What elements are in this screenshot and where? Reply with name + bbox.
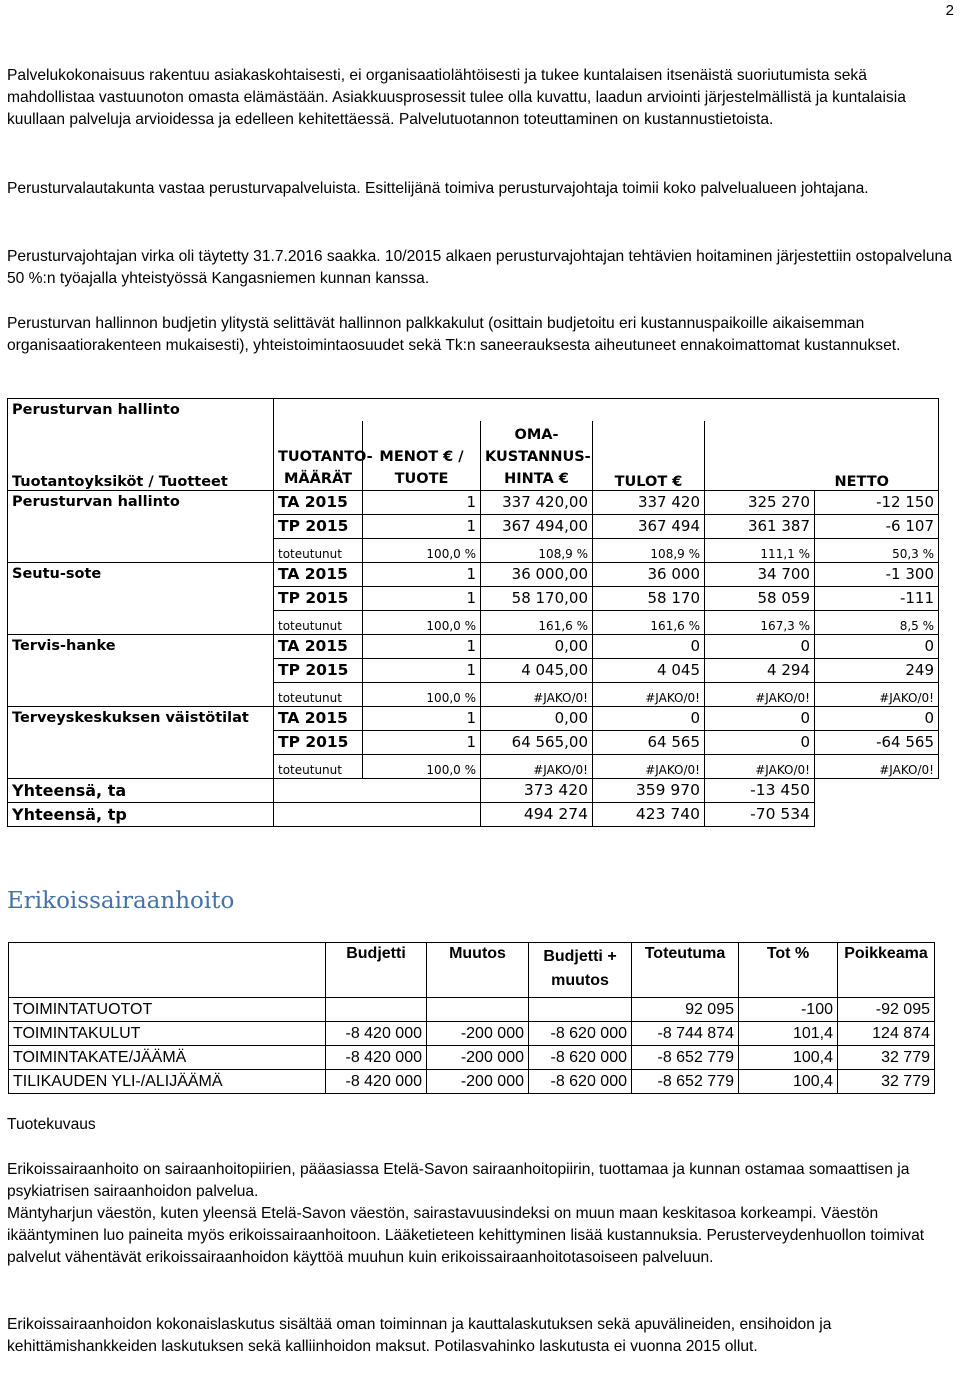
cell-budjetti-muutos: -8 620 000 — [529, 1046, 632, 1070]
row-label: TOIMINTAKULUT — [9, 1022, 326, 1046]
cell-tulot: 0 — [705, 634, 815, 658]
group-name-spacer — [8, 610, 274, 634]
cell-menot: 108,9 % — [481, 538, 593, 562]
row-label: TOIMINTATUOTOT — [9, 998, 326, 1022]
column-header-units: Tuotantoyksiköt / Tuotteet — [8, 421, 274, 490]
cell-maara: 1 — [363, 730, 481, 754]
cell-oma: #JAKO/0! — [593, 682, 705, 706]
cell-maara: 100,0 % — [363, 682, 481, 706]
cell-maara: 1 — [363, 706, 481, 730]
cell-menot: 64 565,00 — [481, 730, 593, 754]
cell-oma: 36 000 — [593, 562, 705, 586]
cell-menot: 337 420,00 — [481, 490, 593, 514]
cell-tulot: 423 740 — [593, 802, 705, 826]
cell-oma: 4 045 — [593, 658, 705, 682]
header-toteutuma: Toteutuma — [632, 943, 739, 998]
cell-budjetti: -8 420 000 — [326, 1022, 427, 1046]
cell-budjetti — [326, 998, 427, 1022]
table-row — [8, 490, 939, 514]
row-label: TP 2015 — [274, 658, 363, 682]
group-name: Terveyskeskuksen väistötilat — [8, 706, 274, 730]
total-label: Yhteensä, tp — [8, 802, 274, 826]
cell-poikkeama: 32 779 — [838, 1046, 935, 1070]
paragraph-virka: Perusturvajohtajan virka oli täytetty 31.7.2016 saakka. 10/2015 alkaen perusturvajohtajan tehtävien hoitaminen järjestettiin ostopalveluna 50 %:n työajalla yhteistyössä Kangasniemen kunnan kanssa. — [7, 248, 952, 288]
group-name-spacer — [8, 586, 274, 610]
table-title: Perusturvan hallinto — [8, 399, 274, 422]
cell-maara: 1 — [363, 514, 481, 538]
table-row — [9, 998, 935, 1022]
cell-tulot: #JAKO/0! — [705, 682, 815, 706]
cell-maara: 100,0 % — [363, 754, 481, 778]
cell-tulot: 361 387 — [705, 514, 815, 538]
table-row — [8, 538, 939, 562]
cell-tulot: 325 270 — [705, 490, 815, 514]
group-name-spacer — [8, 730, 274, 754]
cell-tulot: #JAKO/0! — [705, 754, 815, 778]
header-netto: NETTO — [815, 421, 939, 490]
cell-poikkeama: -92 095 — [838, 998, 935, 1022]
cell-netto: -12 150 — [815, 490, 939, 514]
group-name: Perusturvan hallinto — [8, 490, 274, 514]
cell-budjetti: -8 420 000 — [326, 1070, 427, 1094]
cell-oma: 108,9 % — [593, 538, 705, 562]
cell-maara: 1 — [363, 634, 481, 658]
perusturvan-hallinto-table — [7, 398, 939, 827]
group-name-spacer — [8, 754, 274, 778]
header-maarat: TUOTANTO- MÄÄRÄT — [274, 421, 363, 490]
total-row — [8, 778, 939, 802]
cell-oma: #JAKO/0! — [593, 754, 705, 778]
row-label: toteutunut — [274, 682, 363, 706]
empty-cell — [363, 778, 481, 802]
cell-oma: 367 494 — [593, 514, 705, 538]
empty-cell — [274, 778, 363, 802]
cell-toteutuma: -8 652 779 — [632, 1046, 739, 1070]
header-poikkeama: Poikkeama — [838, 943, 935, 998]
header-tot-pct: Tot % — [739, 943, 838, 998]
table-row — [8, 754, 939, 778]
row-label: TILIKAUDEN YLI-/ALIJÄÄMÄ — [9, 1070, 326, 1094]
table-row — [8, 730, 939, 754]
cell-menot: 0,00 — [481, 706, 593, 730]
cell-netto: 0 — [815, 634, 939, 658]
cell-budjetti-muutos: -8 620 000 — [529, 1070, 632, 1094]
cell-tot-pct: -100 — [739, 998, 838, 1022]
cell-menot: #JAKO/0! — [481, 754, 593, 778]
table-row — [8, 634, 939, 658]
cell-netto: 249 — [815, 658, 939, 682]
cell-tulot: 34 700 — [705, 562, 815, 586]
cell-netto: 50,3 % — [815, 538, 939, 562]
paragraph-esh-billing: Erikoissairaanhoidon kokonaislaskutus sisältää oman toiminnan ja kauttalaskutuksen sekä apuvälineiden, ensihoidon ja kehittämishankkeiden laskutuksen sekä kalliinhoidon maksut. Potilasvahinko laskutusta ei vuonna 2015 ollut. — [7, 1316, 832, 1356]
paragraph-lautakunta: Perusturvalautakunta vastaa perusturvapalveluista. Esittelijänä toimiva perusturvajohtaja toimii koko palvelualueen johtajana. — [7, 180, 869, 197]
cell-maara: 1 — [363, 562, 481, 586]
cell-tulot: 0 — [705, 706, 815, 730]
cell-menot: 4 045,00 — [481, 658, 593, 682]
table-row — [8, 586, 939, 610]
cell-maara: 1 — [363, 658, 481, 682]
cell-poikkeama: 124 874 — [838, 1022, 935, 1046]
cell-oma: 0 — [593, 634, 705, 658]
group-name-spacer — [8, 658, 274, 682]
cell-tot-pct: 101,4 — [739, 1022, 838, 1046]
cell-maara: 100,0 % — [363, 538, 481, 562]
table-row — [8, 610, 939, 634]
table-row — [9, 1046, 935, 1070]
cell-netto: #JAKO/0! — [815, 754, 939, 778]
intro-paragraph: Palvelukokonaisuus rakentuu asiakaskohtaisesti, ei organisaatiolähtöisesti ja tukee kuntalaisen itsenäistä suoriutumista sekä mahdollistaa vastuunoton omasta elämästään. Asiakkuusprosessit tulee olla kuvattu, laadun arviointi järjestelmällistä ja kuntalaisia kuullaan palveluja arvioidessa ja edelleen kehitettäessä. Palvelutuotannon toteuttaminen on kustannustietoista. — [7, 67, 906, 129]
cell-budjetti-muutos — [529, 998, 632, 1022]
table-row — [8, 682, 939, 706]
cell-tulot: 58 059 — [705, 586, 815, 610]
cell-tulot: 167,3 % — [705, 610, 815, 634]
cell-tulot: 4 294 — [705, 658, 815, 682]
header-omakustannushinta: OMA- KUSTANNUS- HINTA € — [481, 421, 593, 490]
cell-budjetti: -8 420 000 — [326, 1046, 427, 1070]
table-row — [9, 1070, 935, 1094]
cell-tulot: 0 — [705, 730, 815, 754]
header-tulot: TULOT € — [593, 421, 705, 490]
erikoissairaanhoito-table — [8, 942, 935, 1094]
row-label: TP 2015 — [274, 514, 363, 538]
empty-cell — [363, 802, 481, 826]
cell-menot: 58 170,00 — [481, 586, 593, 610]
cell-oma: 58 170 — [593, 586, 705, 610]
cell-toteutuma: -8 744 874 — [632, 1022, 739, 1046]
paragraph-esh-population: Mäntyharjun väestön, kuten yleensä Etelä-Savon väestön, sairastavuusindeksi on muun maan keskitasoa korkeampi. Väestön ikääntyminen luo paineita myös erikoissairaanhoitoon. Lääketieteen kehittyminen lisää kustannuksia. Perusterveydenhuollon toimivat palvelut vähentävät erikoissairaanhoidon käyttöä muuhun kuin erikoissairaanhoitotasoiseen palveluun. — [7, 1205, 925, 1267]
cell-maara: 100,0 % — [363, 610, 481, 634]
cell-oma: 494 274 — [481, 802, 593, 826]
total-row — [8, 802, 939, 826]
table-row — [8, 514, 939, 538]
cell-menot: #JAKO/0! — [481, 682, 593, 706]
cell-oma: 64 565 — [593, 730, 705, 754]
cell-muutos: -200 000 — [427, 1070, 529, 1094]
cell-menot: 36 000,00 — [481, 562, 593, 586]
table-row — [9, 1022, 935, 1046]
total-label: Yhteensä, ta — [8, 778, 274, 802]
cell-budjetti-muutos: -8 620 000 — [529, 1022, 632, 1046]
cell-menot: 0,00 — [481, 634, 593, 658]
page-number: 2 — [945, 2, 954, 19]
group-name: Seutu-sote — [8, 562, 274, 586]
row-label: toteutunut — [274, 754, 363, 778]
cell-netto: -111 — [815, 586, 939, 610]
cell-oma: 337 420 — [593, 490, 705, 514]
row-label: TA 2015 — [274, 562, 363, 586]
group-name: Tervis-hanke — [8, 634, 274, 658]
row-label: TA 2015 — [274, 706, 363, 730]
group-name-spacer — [8, 682, 274, 706]
cell-maara: 1 — [363, 490, 481, 514]
row-label: toteutunut — [274, 538, 363, 562]
cell-oma: 161,6 % — [593, 610, 705, 634]
cell-tot-pct: 100,4 — [739, 1070, 838, 1094]
paragraph-budjetti: Perusturvan hallinnon budjetin ylitystä selittävät hallinnon palkkakulut (osittain budjetoitu eri kustannuspaikoille aikaisemman organisaatiorakenteen mukaisesti), yhteistoimintaosuudet sekä Tk:n saneerauksesta aiheutuneet ennakoimattomat kustannukset. — [7, 315, 901, 355]
cell-toteutuma: 92 095 — [632, 998, 739, 1022]
row-label: TP 2015 — [274, 586, 363, 610]
cell-netto: 0 — [815, 706, 939, 730]
header-budjetti: Budjetti — [326, 943, 427, 998]
row-label: TA 2015 — [274, 634, 363, 658]
group-name-spacer — [8, 538, 274, 562]
cell-tulot: 111,1 % — [705, 538, 815, 562]
header-budjetti-muutos: Budjetti + muutos — [529, 943, 632, 998]
table-row — [8, 658, 939, 682]
row-label: TOIMINTAKATE/JÄÄMÄ — [9, 1046, 326, 1070]
cell-netto: #JAKO/0! — [815, 682, 939, 706]
cell-netto: -1 300 — [815, 562, 939, 586]
cell-toteutuma: -8 652 779 — [632, 1070, 739, 1094]
header-muutos: Muutos — [427, 943, 529, 998]
cell-tulot: 359 970 — [593, 778, 705, 802]
table-row — [8, 562, 939, 586]
cell-muutos: -200 000 — [427, 1046, 529, 1070]
cell-oma: 0 — [593, 706, 705, 730]
row-label: toteutunut — [274, 610, 363, 634]
header-menot: MENOT € / TUOTE — [363, 421, 481, 490]
tuotekuvaus-label: Tuotekuvaus — [7, 1116, 96, 1133]
cell-maara: 1 — [363, 586, 481, 610]
cell-tot-pct: 100,4 — [739, 1046, 838, 1070]
cell-muutos — [427, 998, 529, 1022]
cell-netto: -13 450 — [705, 778, 815, 802]
cell-netto: -70 534 — [705, 802, 815, 826]
row-label: TP 2015 — [274, 730, 363, 754]
table-row — [8, 706, 939, 730]
row-label: TA 2015 — [274, 490, 363, 514]
paragraph-esh-definition: Erikoissairaanhoito on sairaanhoitopiirien, pääasiassa Etelä-Savon sairaanhoitopiirin, tuottamaa ja kunnan ostamaa somaattisen ja psykiatrisen sairaanhoidon palvelua. — [7, 1161, 910, 1201]
cell-muutos: -200 000 — [427, 1022, 529, 1046]
cell-menot: 161,6 % — [481, 610, 593, 634]
group-name-spacer — [8, 514, 274, 538]
cell-menot: 367 494,00 — [481, 514, 593, 538]
cell-netto: 8,5 % — [815, 610, 939, 634]
cell-netto: -6 107 — [815, 514, 939, 538]
cell-poikkeama: 32 779 — [838, 1070, 935, 1094]
cell-netto: -64 565 — [815, 730, 939, 754]
empty-cell — [274, 802, 363, 826]
section-heading-erikoissairaanhoito: Erikoissairaanhoito — [7, 888, 235, 914]
cell-oma: 373 420 — [481, 778, 593, 802]
